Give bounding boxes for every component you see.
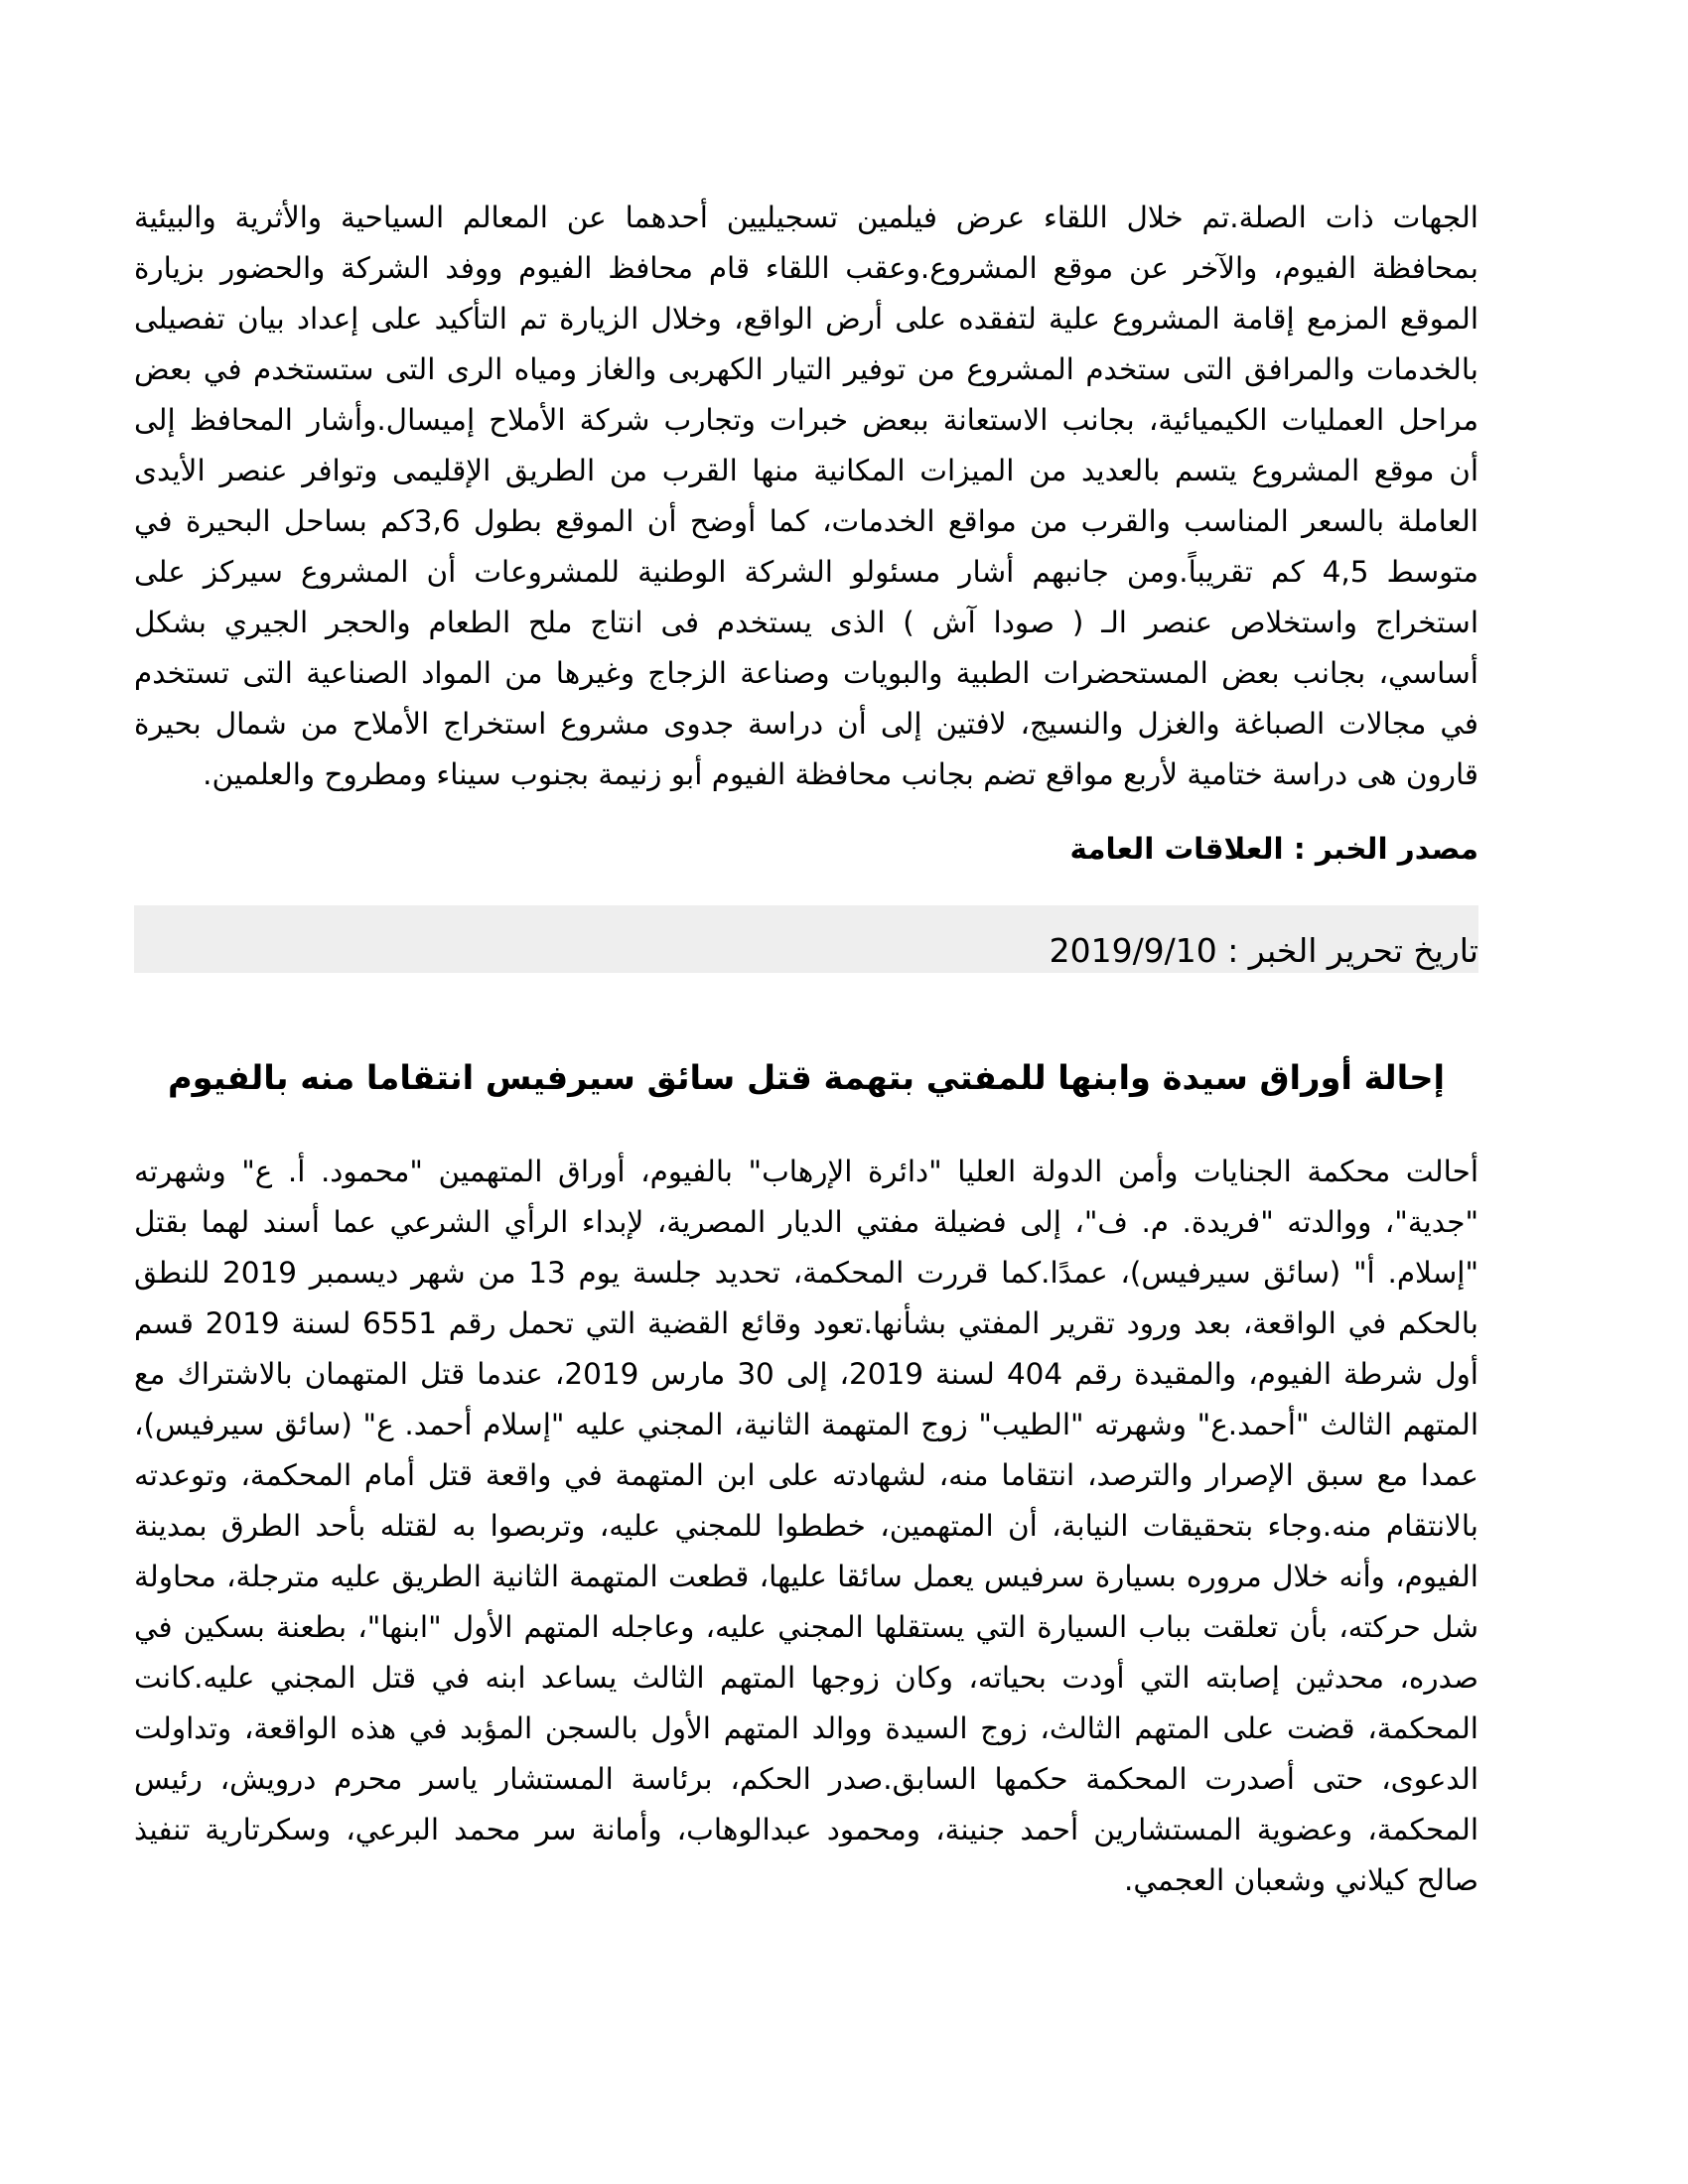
paragraph-line: "إسلام. أ" (سائق سيرفيس)، عمدًا.كما قررت المحكمة، تحديد جلسة يوم 13 من شهر ديسمبر 2019 للنطق: [134, 1256, 1478, 1290]
paragraph-line: مراحل العمليات الكيميائية، بجانب الاستعانة ببعض خبرات وتجارب شركة الأملاح إميسال.وأشار المحافظ إلى: [134, 403, 1478, 437]
paragraph-line: بالحكم في الواقعة، بعد ورود تقرير المفتي بشأنها.تعود وقائع القضية التي تحمل رقم 6551 لسنة 2019 قسم: [134, 1306, 1478, 1340]
paragraph-line: استخراج واستخلاص عنصر الـ ( صودا آش ) الذى يستخدم فى انتاج ملح الطعام والحجر الجيري بشكل: [134, 606, 1478, 639]
paragraph-line: قارون هى دراسة ختامية لأربع مواقع تضم بجانب محافظة الفيوم أبو زنيمة بجنوب سيناء ومطروح والعلمين.: [203, 757, 1478, 791]
news-source-line: مصدر الخبر : العلاقات العامة: [1069, 832, 1478, 866]
paragraph-line: "جدية"، ووالدته "فريدة. م. ف"، إلى فضيلة مفتي الديار المصرية، لإبداء الرأي الشرعي عما أسند لهما بقتل: [134, 1205, 1478, 1239]
edit-date-bar: [134, 905, 1478, 973]
article-body-paragraph: [134, 1147, 1478, 1906]
paragraph-line: صدره، محدثين إصابته التي أودت بحياته، وكان زوجها المتهم الثالث يساعد ابنه في قتل المجني عليه.كانت: [134, 1661, 1478, 1695]
paragraph-line: في مجالات الصباغة والغزل والنسيج، لافتين إلى أن دراسة جدوى مشروع استخراج الأملاح من شمال بحيرة: [134, 707, 1478, 741]
paragraph-line: العاملة بالسعر المناسب والقرب من مواقع الخدمات، كما أوضح أن الموقع بطول 3,6كم بساحل البحيرة في: [134, 504, 1478, 538]
paragraph-line: أول شرطة الفيوم، والمقيدة رقم 404 لسنة 2019، إلى 30 مارس 2019، عندما قتل المتهمان بالاشتراك مع: [134, 1357, 1478, 1391]
paragraph-line: المتهم الثالث "أحمد.ع" وشهرته "الطيب" زوج المتهمة الثانية، المجني عليه "إسلام أحمد. ع" (سائق سيرفيس)،: [134, 1408, 1478, 1441]
paragraph-line: المحكمة، قضت على المتهم الثالث، زوج السيدة ووالد المتهم الأول بالسجن المؤبد في هذه الواقعة، وتداولت: [134, 1711, 1478, 1745]
paragraph-line: المحكمة، وعضوية المستشارين أحمد جنينة، ومحمود عبدالوهاب، وأمانة سر محمد البرعي، وسكرتارية تنفيذ: [134, 1813, 1478, 1846]
paragraph-line: عمدا مع سبق الإصرار والترصد، انتقاما منه، لشهادته على ابن المتهمة في واقعة قتل أمام المحكمة، وتوعدته: [134, 1458, 1478, 1492]
article-continuation-paragraph: [134, 193, 1478, 800]
paragraph-line: أحالت محكمة الجنايات وأمن الدولة العليا "دائرة الإرهاب" بالفيوم، أوراق المتهمين "محمود. أ. ع" وشهرته: [134, 1155, 1478, 1188]
paragraph-line: بالخدمات والمرافق التى ستخدم المشروع من توفير التيار الكهربى والغاز ومياه الرى التى ستستخدم في بعض: [134, 352, 1478, 386]
paragraph-line: أن موقع المشروع يتسم بالعديد من الميزات المكانية منها القرب من الطريق الإقليمى وتوافر عنصر الأيدى: [134, 454, 1478, 487]
paragraph-line: صالح كيلاني وشعبان العجمي.: [1123, 1863, 1478, 1897]
paragraph-line: بمحافظة الفيوم، والآخر عن موقع المشروع.وعقب اللقاء قام محافظ الفيوم ووفد الشركة والحضور بزيارة: [134, 251, 1478, 285]
paragraph-line: بالانتقام منه.وجاء بتحقيقات النيابة، أن المتهمين، خططوا للمجني عليه، وتربصوا به لقتله بأحد الطرق بمدينة: [134, 1509, 1478, 1543]
paragraph-line: الموقع المزمع إقامة المشروع علية لتفقده على أرض الواقع، وخلال الزيارة تم التأكيد على إعداد بيان تفصيلى: [134, 302, 1478, 336]
paragraph-line: أساسي، بجانب بعض المستحضرات الطبية والبويات وصناعة الزجاج وغيرها من المواد الصناعية التى تستخدم: [134, 656, 1478, 690]
edit-date-text: تاريخ تحرير الخبر : 2019/9/10: [1049, 931, 1478, 970]
paragraph-line: الجهات ذات الصلة.تم خلال اللقاء عرض فيلمين تسجيليين أحدهما عن المعالم السياحية والأثرية والبيئية: [134, 201, 1478, 234]
paragraph-line: الفيوم، وأنه خلال مروره بسيارة سرفيس يعمل سائقا عليها، قطعت المتهمة الثانية الطريق عليه مترجلة، محاولة: [134, 1560, 1478, 1593]
article-headline: إحالة أوراق سيدة وابنها للمفتي بتهمة قتل سائق سيرفيس انتقاما منه بالفيوم: [167, 1058, 1446, 1097]
paragraph-line: متوسط 4,5 كم تقريباً.ومن جانبهم أشار مسئولو الشركة الوطنية للمشروعات أن المشروع سيركز على: [134, 555, 1478, 589]
paragraph-line: الدعوى، حتى أصدرت المحكمة حكمها السابق.صدر الحكم، برئاسة المستشار ياسر محرم درويش، رئيس: [134, 1762, 1478, 1796]
paragraph-line: شل حركته، بأن تعلقت بباب السيارة التي يستقلها المجني عليه، وعاجله المتهم الأول "ابنها"، بطعنة بسكين في: [134, 1610, 1478, 1644]
